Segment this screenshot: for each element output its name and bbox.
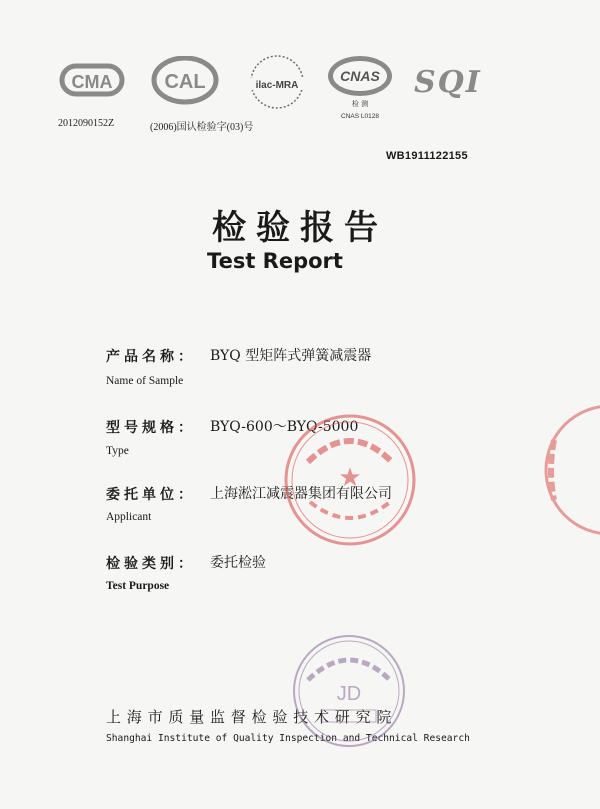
svg-text:CNAS L0128: CNAS L0128: [341, 113, 379, 120]
cal-logo: [150, 56, 220, 114]
svg-text:CMA: CMA: [71, 72, 113, 92]
sample-name-label: 产品名称：: [106, 349, 196, 365]
report-number: WB1911122155: [386, 150, 468, 162]
svg-text:检 测: 检 测: [351, 100, 369, 108]
applicant-company-seal-partial: [540, 400, 600, 544]
applicant-label-en: Applicant: [106, 511, 152, 523]
sample-name-label-en: Name of Sample: [106, 375, 184, 387]
test-purpose-label: 检验类别：: [106, 556, 196, 572]
sqi-logo: [412, 62, 492, 106]
svg-text:CAL: CAL: [164, 71, 206, 93]
ilac-mra-logo: [244, 54, 310, 116]
test-purpose-value: 委托检验: [210, 555, 266, 571]
cma-logo: [58, 56, 126, 110]
svg-text:ilac-MRA: ilac-MRA: [255, 80, 299, 91]
svg-text:SQI: SQI: [414, 65, 482, 100]
svg-text:★: ★: [338, 463, 362, 493]
applicant-label: 委托单位：: [106, 487, 196, 503]
applicant-company-seal: [280, 410, 420, 554]
svg-text:JD: JD: [336, 683, 362, 705]
applicant-value: 上海淞江减震器集团有限公司: [210, 486, 392, 502]
title-english: Test Report: [207, 249, 343, 273]
sample-name-value: BYQ 型矩阵式弹簧减震器: [210, 348, 372, 364]
type-label-en: Type: [106, 445, 129, 457]
type-value: BYQ-600～BYQ-5000: [210, 419, 359, 435]
cma-cert-number: 2012090152Z: [58, 118, 115, 129]
inspection-report-seal: [290, 632, 408, 754]
cnas-logo: [324, 52, 396, 128]
svg-text:CNAS: CNAS: [340, 68, 380, 84]
type-label: 型号规格：: [106, 420, 196, 436]
title-chinese: 检验报告: [212, 208, 388, 248]
cal-cert-number: (2006)国认检验字(03)号: [150, 122, 254, 133]
institute-name-english: Shanghai Institute of Quality Inspection and Technical Research: [106, 733, 470, 744]
test-purpose-label-en: Test Purpose: [106, 580, 170, 592]
institute-name-chinese: 上海市质量监督检验技术研究院: [106, 708, 398, 726]
